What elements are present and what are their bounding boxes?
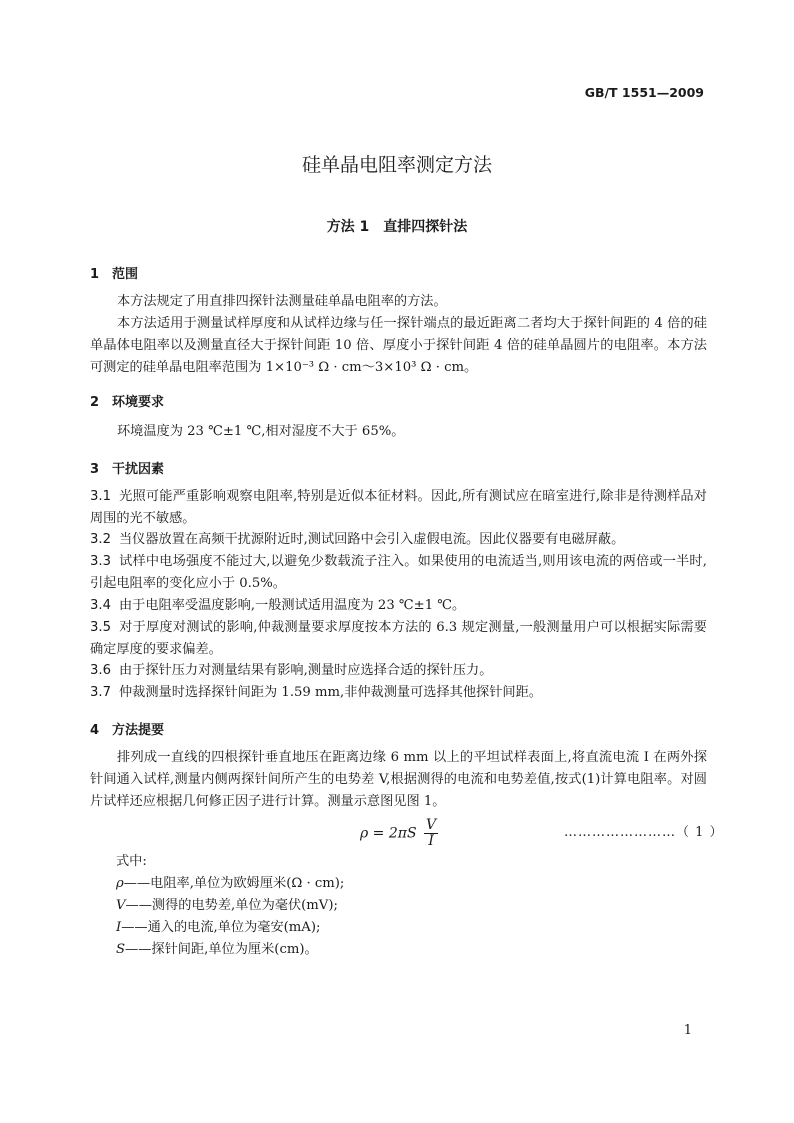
- variable-description: ——电阻率,单位为欧姆厘米(Ω · cm);: [123, 876, 345, 891]
- item-text: 对于厚度对测试的影响,仲裁测量要求厚度按本方法的 6.3 规定测量,一般测量用户可以根据实际需要确定厚度的要求偏差。: [90, 620, 707, 657]
- list-item: [90, 486, 707, 530]
- standard-number: GB/T 1551—2009: [584, 85, 704, 100]
- variable-description: ——探针间距,单位为厘米(cm)。: [125, 942, 318, 957]
- list-item: [90, 617, 707, 661]
- item-number: 3.1: [90, 489, 111, 504]
- item-number: 3.7: [90, 685, 111, 700]
- formula-denominator: I: [424, 833, 438, 849]
- formula-fraction: [424, 818, 438, 849]
- item-number: 3.3: [90, 554, 111, 569]
- item-text: 仲裁测量时选择探针间距为 1.59 mm,非仲裁测量可选择其他探针间距。: [118, 685, 542, 700]
- method-title: 方法 1 直排四探针法: [326, 219, 468, 235]
- item-number: 3.4: [90, 598, 111, 613]
- formula-lhs: ρ = 2πS: [360, 825, 417, 842]
- list-item: [90, 529, 707, 551]
- variable-description: ——通入的电流,单位为毫安(mA);: [121, 920, 321, 935]
- formula: [360, 818, 438, 849]
- list-item: [90, 551, 707, 595]
- variable-definition: [116, 873, 344, 895]
- document-title: 硅单晶电阻率测定方法: [301, 154, 492, 176]
- variable-definition: [116, 917, 320, 939]
- item-text: 光照可能严重影响观察电阻率,特别是近似本征材料。因此,所有测试应在暗室进行,除非是待测样品对周围的光不敏感。: [90, 489, 707, 526]
- section-heading-interference: 3 干扰因素: [90, 462, 165, 477]
- list-item: [90, 682, 707, 704]
- variable-symbol: V: [116, 898, 126, 913]
- item-text: 当仪器放置在高频干扰源附近时,测试回路中会引入虚假电流。因此仪器要有电磁屏蔽。: [118, 532, 625, 547]
- item-number: 3.6: [90, 663, 111, 678]
- section-heading-method-summary: 4 方法提要: [90, 723, 165, 738]
- item-text: 由于电阻率受温度影响,一般测试适用温度为 23 ℃±1 ℃。: [118, 598, 466, 613]
- section-heading-environment: 2 环境要求: [90, 395, 165, 410]
- variable-symbol: I: [116, 920, 122, 935]
- list-item: [90, 595, 707, 617]
- variable-symbol: S: [116, 942, 126, 957]
- where-label: 式中:: [116, 854, 147, 869]
- item-number: 3.2: [90, 532, 111, 547]
- page-number: 1: [683, 1023, 692, 1038]
- item-number: 3.5: [90, 620, 111, 635]
- list-item: [90, 660, 707, 682]
- paragraph: 排列成一直线的四根探针垂直地压在距离边缘 6 mm 以上的平坦试样表面上,将直流电流 I 在两外探针间通入试样,测量内侧两探针间所产生的电势差 V,根据测得的电流和电势差值,按式(1)计算电阻率。对圆片试样还应根据几何修正因子进行计算。测量示意图见图 1。: [90, 750, 707, 809]
- paragraph: 本方法规定了用直排四探针法测量硅单晶电阻率的方法。: [117, 294, 447, 309]
- formula-numerator: V: [426, 817, 437, 833]
- item-text: 试样中电场强度不能过大,以避免少数载流子注入。如果使用的电流适当,则用该电流的两倍或一半时,引起电阻率的变化应小于 0.5%。: [90, 554, 707, 591]
- variable-symbol: ρ: [116, 876, 124, 891]
- variable-definition: [116, 939, 318, 961]
- paragraph: 本方法适用于测量试样厚度和从试样边缘与任一探针端点的最近距离二者均大于探针间距的 4 倍的硅单晶体电阻率以及测量直径大于探针间距 10 倍、厚度小于探针间距 4 倍的硅单晶圆片的电阻率。本方法可测定的硅单晶电阻率范围为 1×10⁻³ Ω · cm～3×10³ Ω · cm。: [90, 316, 707, 375]
- item-text: 由于探针压力对测量结果有影响,测量时应选择合适的探针压力。: [118, 663, 493, 678]
- section-heading-scope: 1 范围: [90, 267, 139, 282]
- paragraph: 环境温度为 23 ℃±1 ℃,相对湿度不大于 65%。: [117, 424, 405, 439]
- variable-description: ——测得的电势差,单位为毫伏(mV);: [125, 898, 338, 913]
- variable-definition: [116, 895, 338, 917]
- equation-number: ……………………（ 1 ）: [564, 825, 724, 840]
